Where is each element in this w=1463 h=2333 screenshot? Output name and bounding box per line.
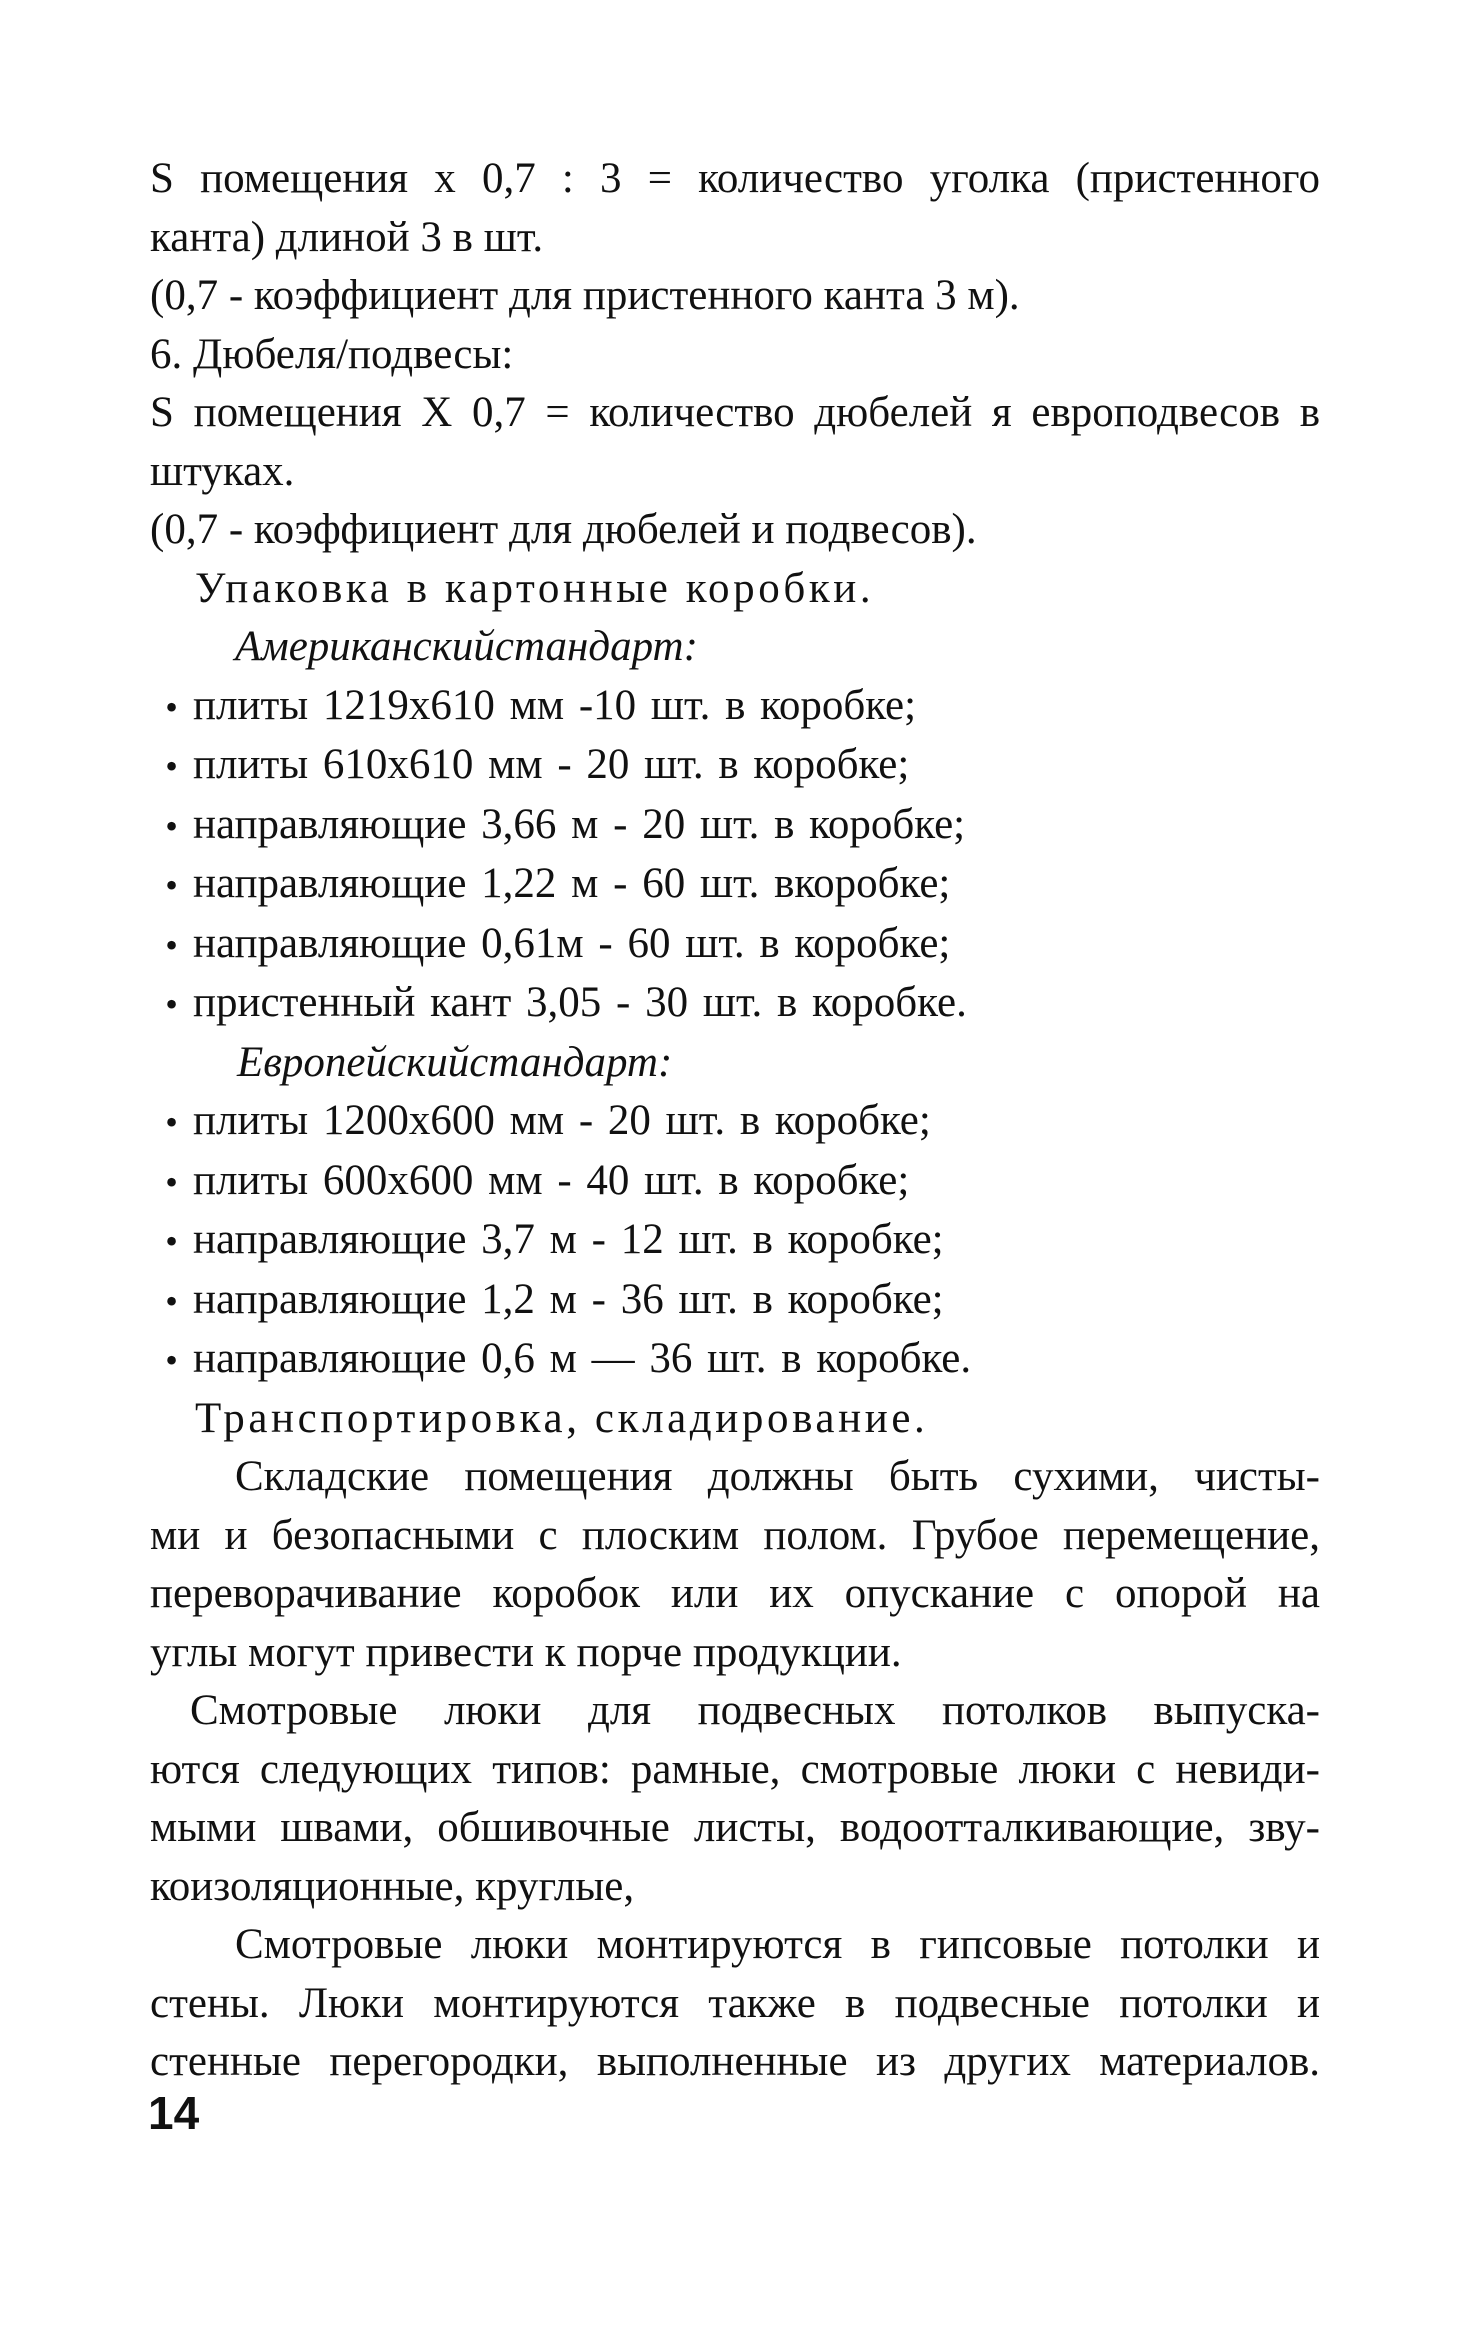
european-standard-list [150,1092,1320,1390]
bullet-icon: • [165,1102,178,1142]
list-item: • направляющие 1,2 м - 36 шт. в коробке; [150,1271,1320,1331]
american-standard-heading: Американскийстандарт: [235,623,698,670]
bullet-icon: • [165,924,178,965]
bullet-icon: • [165,984,178,1024]
text-line: Смотровые люки монтируются в гипсовые потолки и [235,1921,1320,1968]
text-line: углы могут привести к порче продукции. [150,1628,902,1676]
european-standard-heading: Европейскийстандарт: [237,1038,673,1086]
list-item: • плиты 600х600 мм - 40 шт. в коробке; [150,1152,1320,1212]
list-item: • направляющие 3,7 м - 12 шт. в коробке; [150,1211,1320,1271]
list-item: • плиты 1200х600 мм - 20 шт. в коробке; [150,1092,1320,1152]
text-line: Смотровые люки для подвесных потолков выпуска- [190,1687,1320,1734]
list-item: • плиты 610х610 мм - 20 шт. в коробке; [150,736,1320,796]
bullet-icon: • [165,686,178,727]
hatch-mounting-paragraph [150,1916,1320,2092]
storage-paragraph [150,1448,1320,1682]
text-line: мыми швами, обшивочные листы, водоотталкивающие, зву- [150,1804,1320,1851]
section-heading: 6. Дюбеля/подвесы: [150,330,514,378]
text-line: Складские помещения должны быть сухими, чисты- [235,1453,1320,1500]
bullet-icon: • [165,1340,178,1380]
text-line: ются следующих типов: рамные, смотровые люки с невиди- [150,1745,1320,1793]
text-line: коизоляционные, круглые, [150,1862,635,1910]
bullet-icon: • [165,1161,178,1202]
list-item: • направляющие 1,22 м - 60 шт. вкоробке; [150,855,1320,915]
list-item: • пристенный кант 3,05 - 30 шт. в коробке. [150,974,1320,1034]
text-line: переворачивание коробок или их опускание с опорой на [150,1570,1320,1617]
bullet-icon: • [165,805,178,846]
page-body [150,150,1320,2092]
list-item: • направляющие 3,66 м - 20 шт. в коробке; [150,796,1320,856]
american-standard-list [150,677,1320,1034]
text-line: (0,7 - коэффициент для дюбелей и подвесов). [150,506,977,553]
bullet-icon: • [165,865,178,905]
text-line: стены. Люки монтируются также в подвесные потолки и [150,1979,1320,2027]
list-item: • направляющие 0,61м - 60 шт. в коробке; [150,915,1320,975]
packaging-heading: Упаковка в картонные коробки. [195,564,875,612]
bullet-icon: • [165,1221,178,1261]
page-number: 14 [148,2087,200,2139]
text-line: (0,7 - коэффициент для пристенного канта 3 м). [150,272,1020,319]
text-line: S помещения х 0,7 : 3 = количество уголка (пристенного [150,155,1320,202]
text-line: S помещения Х 0,7 = количество дюбелей я европодвесов в [150,389,1320,436]
text-line: ми и безопасными с плоским полом. Грубое перемещение, [150,1511,1320,1559]
transport-heading: Транспортировка, складирование. [195,1394,929,1442]
text-line: штуках. [150,447,295,495]
hatch-types-paragraph [150,1682,1320,1916]
text-line: канта) длиной 3 в шт. [150,213,544,261]
bullet-icon: • [165,746,178,786]
text-line: стенные перегородки, выполненные из других материалов. [150,2038,1320,2085]
list-item: • плиты 1219х610 мм -10 шт. в коробке; [150,677,1320,737]
list-item: • направляющие 0,6 м — 36 шт. в коробке. [150,1330,1320,1390]
bullet-icon: • [165,1280,178,1321]
